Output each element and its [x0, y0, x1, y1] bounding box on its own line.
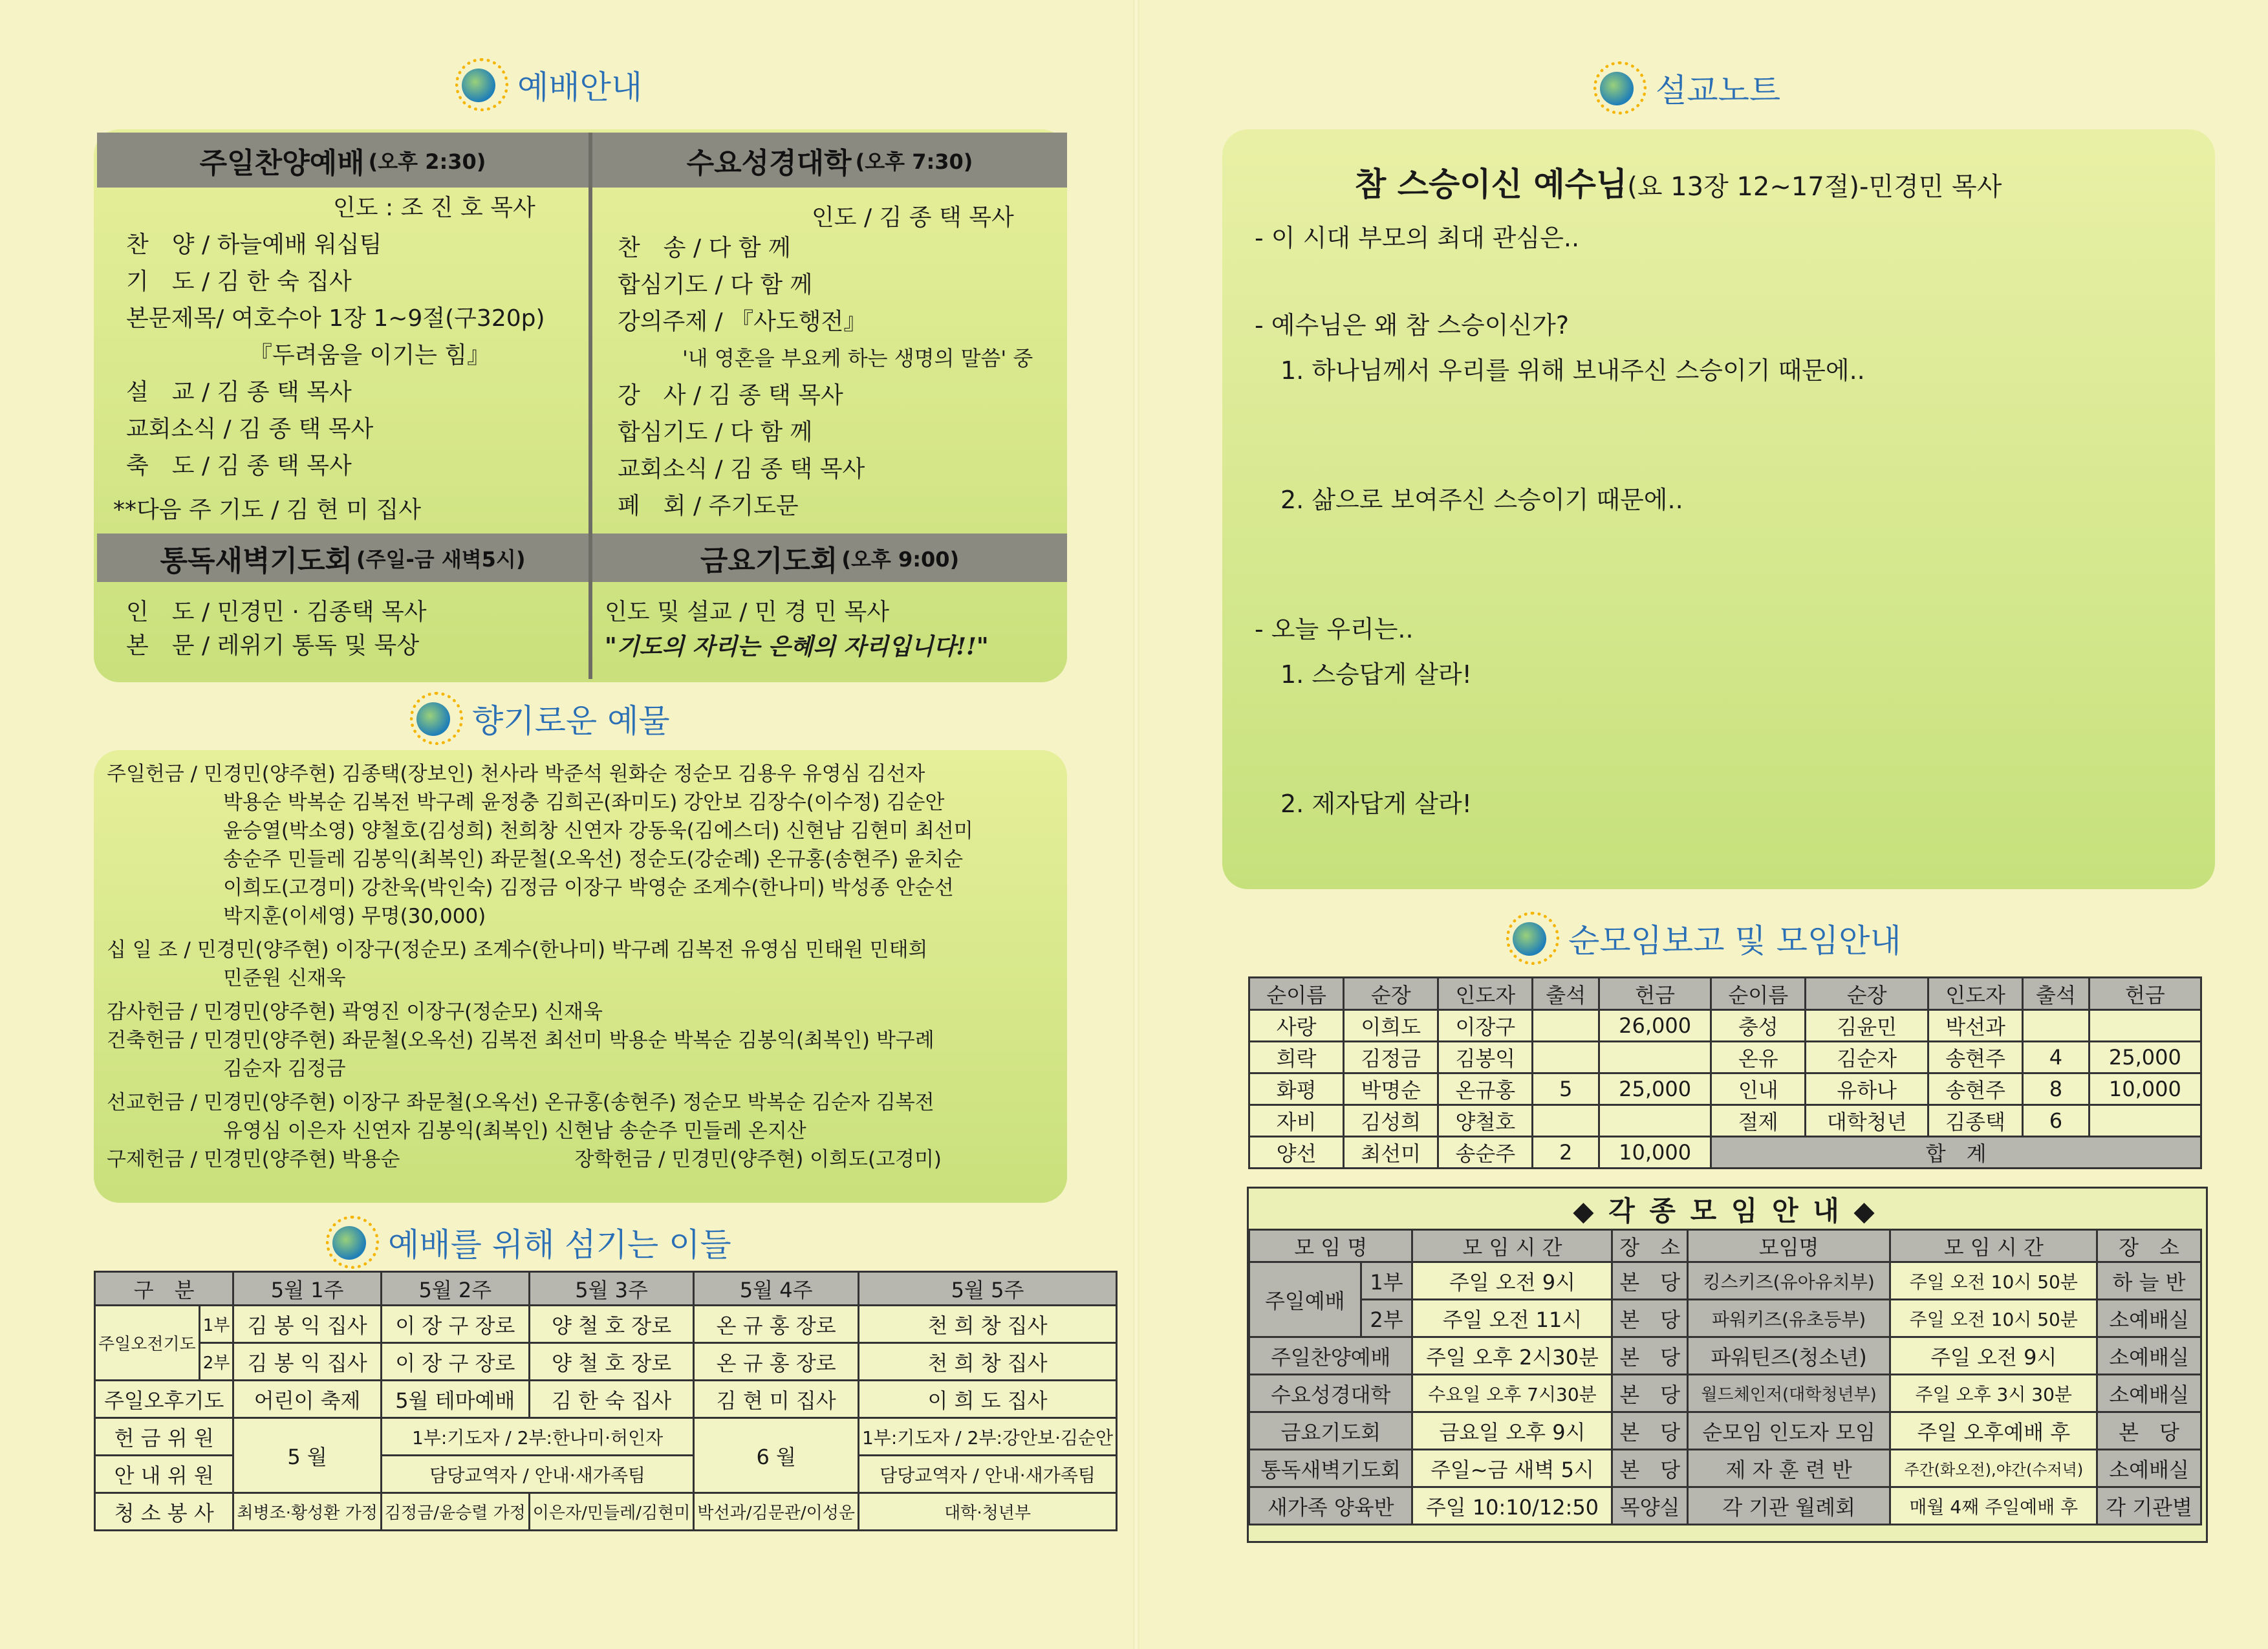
sunday-line: 축 도 / 김 종 택 목사: [126, 453, 352, 479]
friday-slogan: "기도의 자리는 은혜의 자리입니다!!": [605, 633, 989, 660]
worship-guide-title: 예배안내: [459, 61, 642, 108]
offering-line: 감사헌금 / 민경민(양주현) 곽영진 이장구(정순모) 신재욱: [107, 1000, 603, 1024]
wednesday-line: 교회소식 / 김 종 택 목사: [618, 456, 865, 482]
wednesday-line: '내 영혼을 부요케 하는 생명의 말씀' 중: [682, 346, 1033, 371]
right-page: [1145, 0, 2268, 1649]
table-row: 자비 김성희 양철호 절제 대학청년 김종택 6: [1249, 1105, 2201, 1137]
wednesday-line: 찬 송 / 다 함 께: [618, 235, 791, 261]
sunday-line: 교회소식 / 김 종 택 목사: [126, 416, 374, 442]
table-row: 통독새벽기도회 주일~금 새벽 5시 본 당 제 자 훈 련 반 주간(화오전),야간(수저녁) 소예배실: [1249, 1450, 2201, 1487]
wednesday-header: 수요성경대학 (오후 7:30): [592, 133, 1067, 188]
sermon-line: 2. 제자답게 살라!: [1280, 790, 1472, 818]
offering-line: 이희도(고경미) 강찬욱(박인숙) 김정금 이장구 박영순 조계수(한나미) 박성종 안순선: [223, 876, 954, 900]
sunday-line: 찬 양 / 하늘예배 워십팀: [126, 232, 382, 258]
sunday-line: **다음 주 기도 / 김 현 미 집사: [113, 497, 421, 523]
wednesday-line: 강의주제 / 『사도행전』: [618, 308, 867, 335]
church-logo-icon: [1597, 65, 1643, 111]
offering-line: 박지훈(이세영) 무명(30,000): [223, 905, 486, 928]
wednesday-line: 인도 / 김 종 택 목사: [812, 204, 1014, 231]
table-row: 주일예배 1부 주일 오전 9시 본 당 킹스키즈(유아유치부) 주일 오전 10시 50분 하 늘 반: [1249, 1262, 2201, 1300]
offering-line: 윤승열(박소영) 양철호(김성희) 천희창 신연자 강동욱(김에스더) 신현남 김현미 최선미: [223, 819, 973, 843]
table-row: 주일찬양예배 주일 오후 2시30분 본 당 파워틴즈(청소년) 주일 오전 9시 소예배실: [1249, 1337, 2201, 1375]
sermon-line: 1. 스승답게 살라!: [1280, 660, 1472, 689]
church-logo-icon: [414, 696, 459, 741]
wednesday-line: 강 사 / 김 종 택 목사: [618, 382, 843, 409]
dawn-line: 인 도 / 민경민 · 김종택 목사: [126, 599, 427, 625]
offering-line: 유영심 이은자 신연자 김봉익(최복인) 신현남 송순주 민들레 온지산: [223, 1119, 806, 1143]
sermon-line: - 예수님은 왜 참 스승이신가?: [1255, 311, 1569, 339]
offerings-title: 향기로운 예물: [414, 695, 670, 742]
sunday-line: 인도 : 조 진 호 목사: [333, 195, 535, 221]
sunday-line: 『두려움을 이기는 힘』: [249, 342, 491, 369]
offering-line: 건축헌금 / 민경민(양주현) 좌문철(오옥선) 김복전 최선미 박용순 박복순 김봉익(최복인) 박구례: [107, 1029, 934, 1052]
offering-line: 송순주 민들레 김봉익(최복인) 좌문철(오옥선) 정순도(강순례) 온규홍(송현주) 윤치순: [223, 848, 964, 871]
table-row: 사랑 이희도 이장구 26,000 충성 김윤민 박선과: [1249, 1010, 2201, 1042]
servants-title: 예배를 위해 섬기는 이들: [330, 1219, 731, 1266]
table-row: 금요기도회 금요일 오후 9시 본 당 순모임 인도자 모임 주일 오후예배 후 본 당: [1249, 1412, 2201, 1450]
friday-line: 인도 및 설교 / 민 경 민 목사: [605, 599, 889, 625]
wednesday-line: 합심기도 / 다 함 께: [618, 272, 813, 298]
offering-line: 선교헌금 / 민경민(양주현) 이장구 좌문철(오옥선) 온규홍(송현주) 정순모 박복순 김순자 김복전: [107, 1091, 934, 1114]
sermon-line: - 이 시대 부모의 최대 관심은..: [1255, 224, 1580, 252]
sunday-line: 기 도 / 김 한 숙 집사: [126, 268, 352, 295]
left-page: [0, 0, 1132, 1649]
sermon-line: 2. 삶으로 보여주신 스승이기 때문에..: [1280, 486, 1683, 514]
table-row: 화평 박명순 온규홍 5 25,000 인내 유하나 송현주 8 10,000: [1249, 1073, 2201, 1105]
offering-line: 박용순 박복순 김복전 박구례 윤정충 김희곤(좌미도) 강안보 김장수(이수정) 김순안: [223, 791, 945, 814]
offering-line: 구제헌금 / 민경민(양주현) 박용순 장학헌금 / 민경민(양주현) 이희도(고경미): [107, 1148, 942, 1171]
sermon-note-title: 설교노트: [1597, 65, 1780, 111]
servants-table: 구 분 5월 1주 5월 2주 5월 3주 5월 4주 5월 5주 주일오전기도 1부 김 봉 익 집사 이 장 구 장로 양 철 호 장로 온 규 홍 장로 천 희 창 집사 2부 김 봉 익 집사 이 장 구 장로 양 철 호 장로 온 규 홍 장로 천 희 창 집사 주일오후기도 어린이 축제 5월 테마예배 김 한 숙 집사 김 현 미 집사 이 희 도 집사 헌 금 위 원 5 월 1부:기도자 / 2부:한나미·허인자 6 월 1부:기도자 / 2부:강안보·김순안 안 내 위 원 담당교역자 / 안내·새가족팀 담당교역자 / 안내·새가족팀 청 소 봉 사 최병조·황성환 가정 김정금/윤승렬 가정 이은자/민들레/김현미 박선과/김문관/이성운 대학·청년부: [94, 1271, 1118, 1531]
offerings-list: [107, 760, 973, 1174]
offering-line: 민준원 신재욱: [223, 967, 346, 990]
table-row: 양선 최선미 송순주 2 10,000 합 계: [1249, 1137, 2201, 1169]
cell-report-title: 순모임보고 및 모임안내: [1510, 915, 1901, 962]
sunday-line: 본문제목/ 여호수아 1장 1~9절(구320p): [126, 305, 545, 332]
church-logo-icon: [330, 1220, 375, 1265]
table-row: 새가족 양육반 주일 10:10/12:50 목양실 각 기관 월례회 매월 4째 주일예배 후 각 기관별: [1249, 1487, 2201, 1525]
sunday-worship-header: 주일찬양예배 (오후 2:30): [97, 133, 589, 188]
table-row: 수요성경대학 수요일 오후 7시30분 본 당 월드체인저(대학청년부) 주일 오후 3시 30분 소예배실: [1249, 1375, 2201, 1412]
wednesday-line: 합심기도 / 다 함 께: [618, 419, 813, 446]
sermon-heading: 참 스승이신 예수님(요 13장 12~17절)-민경민 목사: [1355, 166, 2002, 203]
cell-report-table: 순이름 순장 인도자 출석 헌금 순이름 순장 인도자 출석 헌금 사랑 이희도 이장구 26,000 충성 김윤민 박선과 희락 김정금 김봉익 온유 김순자 송현주 4 25,000 화평 박명순 온규홍 5 25,000 인내 유하나 송현주 8 10,000 자비 김성희 양철호 절제 대학청년 김종택 6 양선 최선미 송순주 2 10,000 합 계: [1248, 976, 2202, 1169]
dawn-prayer-header: 통독새벽기도회 (주일-금 새벽5시): [97, 534, 589, 582]
wednesday-line: 폐 회 / 주기도문: [618, 493, 799, 519]
sermon-line: 1. 하나님께서 우리를 위해 보내주신 스승이기 때문에..: [1280, 356, 1865, 385]
dawn-line: 본 문 / 레위기 통독 및 묵상: [126, 632, 420, 659]
church-logo-icon: [459, 62, 504, 107]
offering-line: 주일헌금 / 민경민(양주현) 김종택(장보인) 천사라 박준석 원화순 정순모 김용우 유영심 김선자: [107, 762, 925, 786]
sunday-line: 설 교 / 김 종 택 목사: [126, 379, 352, 405]
page-fold: [1133, 0, 1139, 1649]
friday-prayer-header: 금요기도회 (오후 9:00): [592, 534, 1067, 582]
church-logo-icon: [1510, 916, 1555, 961]
meetings-table: 모 임 명 모 임 시 간 장 소 모임명 모 임 시 간 장 소 주일예배 1부 주일 오전 9시 본 당 킹스키즈(유아유치부) 주일 오전 10시 50분 하 늘 반 2부 주일 오전 11시 본 당 파워키즈(유초등부) 주일 오전 10시 50분 소예배실 주일찬양예배 주일 오후 2시30분 본 당 파워틴즈(청소년) 주일 오전 9시 소예배실 수요성경대학 수요일 오후 7시30분 본 당 월드체인저(대학청년부) 주일 오후 3시 30분 소예배실 금요기도회 금요일 오후 9시 본 당 순모임 인도자 모임 주일 오후예배 후 본 당 통독새벽기도회 주일~금 새벽 5시 본 당 제 자 훈 련 반 주간(화오전),야간(수저녁) 소예배실 새가족 양육반 주일 10:10/12:50 목양실 각 기관 월례회 매월 4째 주일예배 후 각 기관별: [1248, 1229, 2202, 1525]
offering-line: 김순자 김정금: [223, 1057, 346, 1081]
column-divider: [589, 133, 592, 679]
table-row: 2부 주일 오전 11시 본 당 파워키즈(유초등부) 주일 오전 10시 50분 소예배실: [1249, 1300, 2201, 1337]
offering-line: 십 일 조 / 민경민(양주현) 이장구(정순모) 조계수(한나미) 박구례 김복전 유영심 민태원 민태희: [107, 938, 928, 962]
meetings-title: ◆ 각 종 모 임 안 내 ◆: [1573, 1195, 1877, 1227]
total-cell: 합 계: [1711, 1137, 2201, 1169]
sermon-line: - 오늘 우리는..: [1255, 615, 1414, 643]
table-row: 희락 김정금 김봉익 온유 김순자 송현주 4 25,000: [1249, 1042, 2201, 1073]
